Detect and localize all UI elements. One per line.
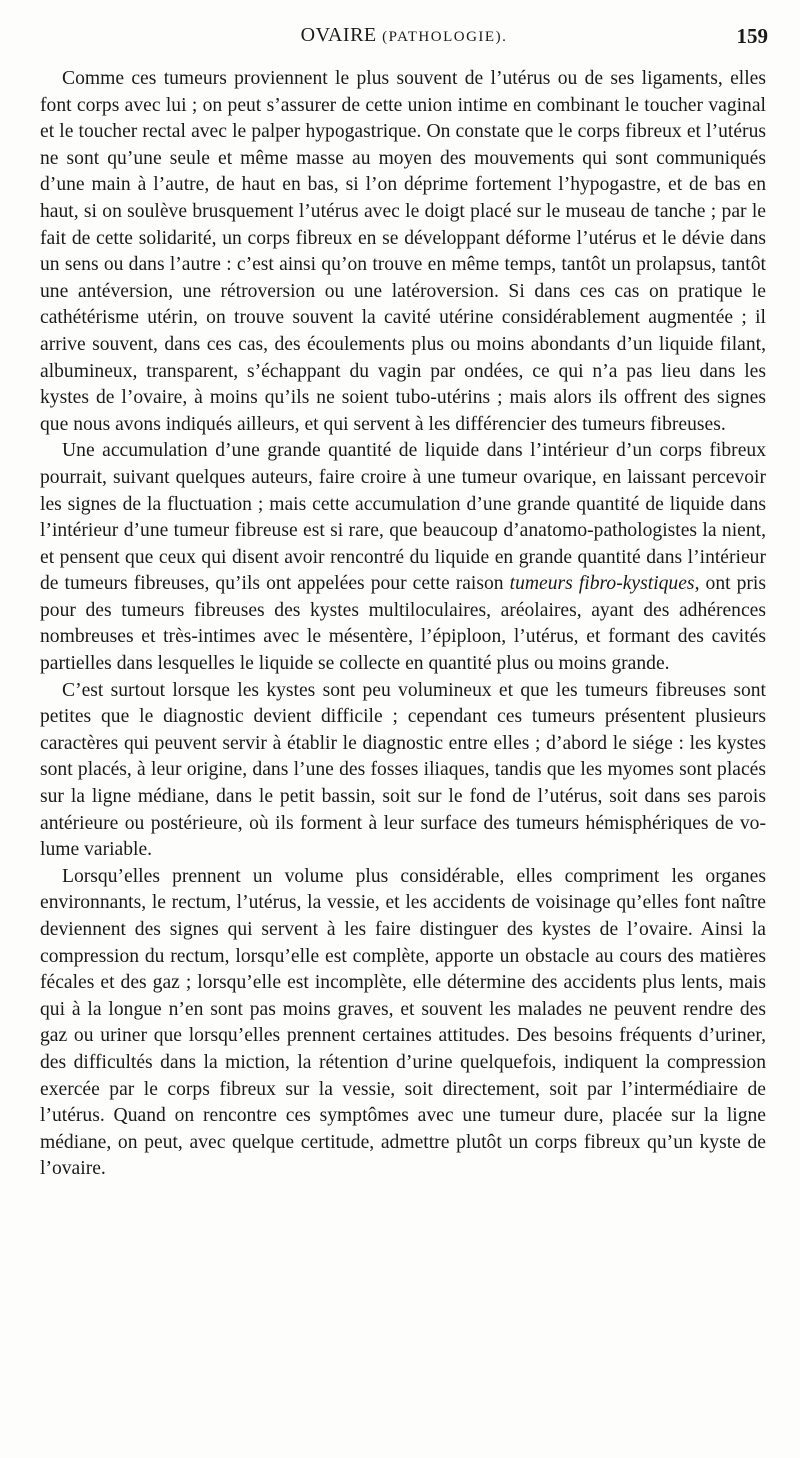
paragraph-2: [40, 438, 766, 677]
body-text: [40, 66, 766, 1183]
running-head: [40, 24, 768, 54]
paragraph-3: C’est surtout lorsque les kystes sont peu volumineux et que les tumeurs fibreuses sont petites que le diagnostic devient difficile ; cependant ces tumeurs présentent plusieurs caractères qui peuvent servir à établir le diagnostic entre elles ; d’abord le siége : les kystes sont placés, à leur origine, dans l’une des fosses iliaques, tandis que les myomes sont placés sur la ligne médiane, dans le petit bassin, soit sur le fond de l’utérus, soit dans ses parois antérieure ou postérieure, où ils forment à leur surface des tumeurs hémisphériques de volume variable.: [40, 679, 766, 861]
chapter-subtitle: (PATHOLOGIE).: [382, 29, 508, 45]
chapter-title: OVAIRE: [300, 24, 377, 46]
paragraph-2-text-before: Une accumulation d’une grande quantité de liquide dans l’intérieur d’un corps fibreux pourrait, suivant quelques auteurs, faire croire à une tumeur ovarique, en laissant percevoir les signes de la fluctuation ; mais cette accumulation d’une grande quantité de liquide dans l’intérieur d’une tumeur fibreuse est si rare, que beaucoup d’anatomo-pathologistes la nient, et pensent que ceux qui disent avoir rencontré du liquide en grande quantité dans l’intérieur de tumeurs fibreuses, qu’ils ont appelées pour cette raison: [40, 440, 766, 595]
running-title: [40, 24, 768, 47]
paragraph-1: Comme ces tumeurs proviennent le plus souvent de l’utérus ou de ses ligaments, elles font corps avec lui ; on peut s’assurer de cette union intime en combinant le toucher vaginal et le toucher rectal avec le palper hypogastrique. On constate que le corps fibreux et l’utérus ne sont qu’une seule et même masse au moyen des mouvements qui sont communiqués d’une main à l’autre, de haut en bas, si l’on déprime fortement l’hypogastre, et de bas en haut, si on soulève brusquement l’utérus avec le doigt placé sur le museau de tanche ; par le fait de cette solidarité, un corps fibreux en se développant déforme l’utérus et le dévie dans un sens ou dans l’autre : c’est ainsi qu’on trouve en même temps, tantôt un prolapsus, tantôt une antéversion, une rétroversion ou une latéroversion. Si dans ces cas on pratique le cathétérisme utérin, on trouve souvent la cavité utérine considérablement augmentée ; il arrive souvent, dans ces cas, des écoulements plus ou moins abondants d’un liquide filant, albumineux, transparent, s’échappant du vagin par ondées, ce qui n’a pas lieu dans les kystes de l’ovaire, à moins qu’ils ne soient tubo-utérins ; mais alors ils offrent des signes que nous avons indiqués ailleurs, et qui servent à les différencier des tumeurs fibreuses.: [40, 68, 766, 435]
paragraph-4: Lorsqu’elles prennent un volume plus considérable, elles compriment les organes environnants, le rectum, l’utérus, la vessie, et les accidents de voisinage qu’elles font naître deviennent des signes qui servent à les faire distinguer des kystes de l’ovaire. Ainsi la compression du rectum, lorsqu’elle est complète, apporte un obstacle au cours des matières fécales et des gaz ; lorsqu’elle est incomplète, elle détermine des accidents plus lents, mais qui à la longue n’en sont pas moins graves, et souvent les malades ne peuvent rendre des gaz ou uriner que lorsqu’elles prennent certaines attitudes. Des besoins fréquents d’uriner, des difficultés dans la miction, la rétention d’urine quelquefois, indiquent la compression exercée par le corps fibreux sur la vessie, soit directement, soit par l’intermédiaire de l’utérus. Quand on rencontre ces symptômes avec une tumeur dure, placée sur la ligne médiane, on peut, avec quelque certitude, admettre plutôt un corps fibreux qu’un kyste de l’ovaire.: [40, 865, 766, 1180]
paragraph-2-text-after: , ont pris pour des tumeurs fibreuses des kystes multiloculaires, aréolaires, ayant des adhérences nombreuses et très-intimes avec le mésentère, l’épiploon, l’utérus, et formant des cavités partielles dans lesquelles le liquide se collecte en quantité plus ou moins grande.: [40, 573, 766, 675]
paragraph-2-italic-term: tumeurs fibro-kystiques: [509, 573, 695, 595]
page-number: 159: [736, 24, 768, 48]
